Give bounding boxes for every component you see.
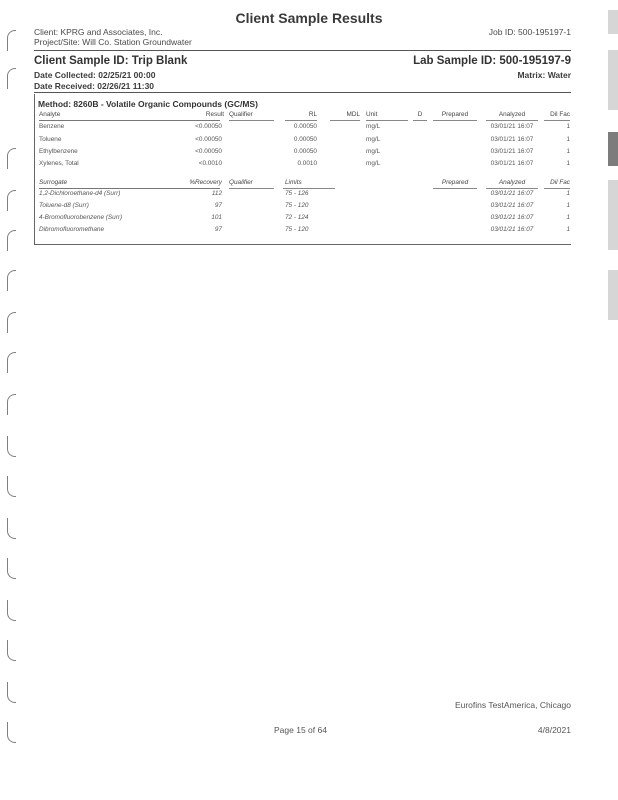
edge-tab	[608, 50, 618, 110]
binder-mark	[7, 230, 16, 251]
binder-mark	[7, 476, 16, 497]
date-received: Date Received: 02/26/21 11:30	[34, 81, 155, 91]
analyte-dil-fac: 1	[566, 148, 570, 155]
surrogate-header-underline	[229, 188, 274, 189]
analyte-dil-fac: 1	[566, 160, 570, 167]
surrogate-header-underline	[433, 188, 477, 189]
surrogate-dil-fac: 1	[566, 202, 570, 209]
binder-mark	[7, 722, 16, 743]
surrogate-name: Dibromofluoromethane	[39, 226, 105, 233]
analyte-dil-fac: 1	[566, 136, 570, 143]
surrogate-dil-fac: 1	[566, 214, 570, 221]
analyte-rl: 0.00050	[293, 136, 317, 143]
surrogate-name: Toluene-d8 (Surr)	[39, 202, 89, 209]
surrogate-limits: 75 - 120	[285, 226, 309, 233]
analyte-result: <0.00050	[195, 136, 222, 143]
binder-mark	[7, 682, 16, 703]
surrogate-header-underline	[486, 188, 538, 189]
binder-mark	[7, 436, 16, 457]
header-underline	[433, 120, 477, 121]
analyte-result: <0.00050	[195, 123, 222, 130]
analyte-analyzed: 03/01/21 16:07	[490, 136, 534, 143]
analyte-rl: 0.00050	[293, 148, 317, 155]
header-mdl: MDL	[346, 111, 360, 118]
header-rl: RL	[308, 111, 317, 118]
header-prepared: Prepared	[441, 111, 469, 118]
header-analyte: Analyte	[39, 111, 61, 118]
header-surrogate: Surrogate	[39, 179, 68, 186]
surrogate-analyzed: 03/01/21 16:07	[490, 190, 534, 197]
binder-mark	[7, 68, 16, 89]
page-number: Page 15 of 64	[274, 725, 327, 735]
header-qualifier: Qualifier	[229, 111, 253, 118]
report-title: Client Sample Results	[235, 10, 383, 26]
header-unit: Unit	[366, 111, 378, 118]
matrix: Matrix: Water	[517, 70, 571, 80]
analyte-unit: mg/L	[366, 136, 381, 143]
binder-mark	[7, 190, 16, 211]
header-rule	[34, 50, 571, 51]
analyte-name: Xylenes, Total	[39, 160, 79, 167]
surrogate-analyzed: 03/01/21 16:07	[490, 202, 534, 209]
header-limits: Limits	[285, 179, 302, 186]
analyte-analyzed: 03/01/21 16:07	[490, 160, 534, 167]
surrogate-recovery: 112	[211, 190, 222, 197]
analyte-unit: mg/L	[366, 148, 381, 155]
footer-date: 4/8/2021	[537, 725, 571, 735]
surrogate-header-underline	[544, 188, 570, 189]
analyte-unit: mg/L	[366, 123, 381, 130]
header-underline	[39, 120, 220, 121]
lab-sample-id: Lab Sample ID: 500-195197-9	[413, 55, 571, 67]
header-underline	[330, 120, 360, 121]
header-analyzed: Analyzed	[498, 111, 526, 118]
analyte-name: Ethylbenzene	[39, 148, 78, 155]
header-underline	[229, 120, 274, 121]
surrogate-header-underline	[39, 188, 220, 189]
surrogate-limits: 75 - 126	[285, 190, 309, 197]
surrogate-limits: 75 - 120	[285, 202, 309, 209]
analyte-analyzed: 03/01/21 16:07	[490, 148, 534, 155]
surrogate-analyzed: 03/01/21 16:07	[490, 226, 534, 233]
binder-mark	[7, 352, 16, 373]
header-underline	[486, 120, 538, 121]
client-sample-id: Client Sample ID: Trip Blank	[34, 55, 188, 67]
header-underline	[544, 120, 570, 121]
analyte-result: <0.00050	[195, 148, 222, 155]
surrogate-dil-fac: 1	[566, 226, 570, 233]
binder-mark	[7, 30, 16, 51]
header-recovery: %Recovery	[189, 179, 222, 186]
surrogate-name: 4-Bromofluorobenzene (Surr)	[39, 214, 123, 221]
binder-mark	[7, 394, 16, 415]
binder-mark	[7, 148, 16, 169]
analyte-dil-fac: 1	[566, 123, 570, 130]
analyte-unit: mg/L	[366, 160, 381, 167]
analyte-result: <0.0010	[198, 160, 222, 167]
analyte-name: Benzene	[39, 123, 65, 130]
analyte-rl: 0.0010	[297, 160, 317, 167]
date-collected: Date Collected: 02/25/21 00:00	[34, 70, 156, 80]
surrogate-recovery: 97	[214, 202, 222, 209]
header-surrogate-prepared: Prepared	[441, 179, 469, 186]
surrogate-analyzed: 03/01/21 16:07	[490, 214, 534, 221]
surrogate-name: 1,2-Dichloroethane-d4 (Surr)	[39, 190, 121, 197]
header-underline	[413, 120, 427, 121]
edge-tab	[608, 180, 618, 250]
header-surrogate-dil-fac: Dil Fac	[550, 179, 570, 186]
header-underline	[285, 120, 317, 121]
analyte-rl: 0.00050	[293, 123, 317, 130]
surrogate-limits: 72 - 124	[285, 214, 309, 221]
binder-mark	[7, 270, 16, 291]
header-underline	[366, 120, 408, 121]
header-d: D	[417, 111, 423, 118]
header-surrogate-qualifier: Qualifier	[229, 179, 253, 186]
method-title: Method: 8260B - Volatile Organic Compounds (GC/MS)	[38, 99, 258, 109]
surrogate-recovery: 97	[214, 226, 222, 233]
footer-lab-name: Eurofins TestAmerica, Chicago	[454, 700, 571, 710]
analyte-name: Toluene	[39, 136, 62, 143]
binder-mark	[7, 640, 16, 661]
sample-rule	[34, 92, 571, 93]
job-id: Job ID: 500-195197-1	[488, 27, 571, 37]
header-surrogate-analyzed: Analyzed	[498, 179, 526, 186]
header-dil-fac: Dil Fac	[550, 111, 570, 118]
binder-mark	[7, 312, 16, 333]
project-site: Project/Site: Will Co. Station Groundwater	[34, 37, 192, 47]
header-result: Result	[205, 111, 224, 118]
client-name: Client: KPRG and Associates, Inc.	[34, 27, 163, 37]
surrogate-recovery: 101	[211, 214, 222, 221]
binder-mark	[7, 518, 16, 539]
edge-tab-active	[608, 132, 618, 166]
analyte-analyzed: 03/01/21 16:07	[490, 123, 534, 130]
edge-tab	[608, 270, 618, 320]
surrogate-header-underline	[283, 188, 335, 189]
binder-mark	[7, 558, 16, 579]
binder-mark	[7, 600, 16, 621]
surrogate-dil-fac: 1	[566, 190, 570, 197]
